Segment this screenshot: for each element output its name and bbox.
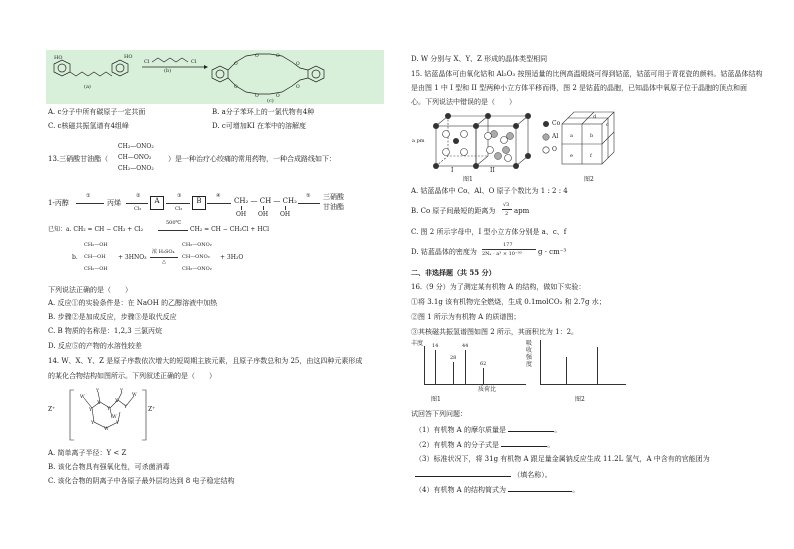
known-b-r2: CH—ONO₂	[182, 254, 210, 260]
cobalt-blue-fig2	[556, 108, 624, 174]
svg-text:Y: Y	[124, 405, 127, 410]
svg-text:Y: Y	[96, 389, 99, 394]
answer-2: （2）有机物 A 的分子式是	[415, 441, 499, 449]
route-step2-cond: Cl₂	[134, 206, 142, 212]
svg-text:Y: Y	[107, 407, 110, 412]
q12-option-c: C. c核磁共振氢谱有4组峰	[48, 122, 129, 130]
q13-stem-b: ）是一种治疗心绞痛的常用药物，一种合成路线如下：	[168, 155, 336, 163]
svg-text:W: W	[112, 415, 117, 420]
route-box-a: A	[150, 196, 164, 210]
molecule-a	[54, 60, 128, 76]
svg-text:W: W	[80, 395, 85, 400]
known-b-l2: CH—OH	[84, 254, 106, 260]
q14-structure	[60, 384, 170, 444]
ms-peak-44-label: 44	[462, 343, 469, 349]
known-b-l1: CH₂—OH	[84, 242, 108, 248]
route-start: 1-丙醇	[48, 199, 69, 207]
answer-1-blank[interactable]	[508, 425, 554, 432]
q14-stem-2: 的某化合物结构如图所示。下列叙述正确的是（ ）	[48, 372, 216, 380]
label-b: (b)	[164, 68, 172, 74]
q12-option-a: A. c分子中所有碳原子一定共面	[48, 108, 146, 116]
q13-struct-l2: CH—ONO₂	[118, 154, 152, 161]
route-propene: 丙烯	[107, 199, 121, 207]
svg-text:O: O	[255, 54, 259, 59]
q16-stem-2: ①将 3.1g 该有机物完全燃烧，生成 0.1molCO₂ 和 2.7g 水；	[411, 298, 606, 306]
q13-option-d: D. 反应⑤的产物的水溶性较差	[48, 342, 142, 350]
answer-2-line: （2）有机物 A 的分子式是 。	[415, 441, 555, 449]
svg-text:O: O	[276, 54, 280, 59]
reagent-cl-left: Cl	[144, 59, 150, 65]
section-two-title: 二、非选择题（共 55 分）	[411, 268, 496, 277]
svg-text:O: O	[255, 94, 259, 99]
route-step3-cond: Cl₂	[175, 206, 183, 212]
fig2-caption: 图2	[584, 176, 594, 183]
oh-label-2: HO	[124, 54, 133, 60]
q12-option-b: B. a分子苯环上的一氯代物有4种	[212, 108, 315, 116]
svg-text:Y: Y	[116, 421, 119, 426]
label-a: (a)	[84, 84, 91, 90]
ms-fig-caption: 图1	[431, 396, 441, 403]
nmr-fig-caption: 图2	[575, 396, 585, 403]
nmr-ylabel: 吸收强度	[526, 340, 533, 368]
ms-ylabel: 丰度	[411, 340, 424, 347]
svg-text:Y: Y	[91, 421, 94, 426]
q15-d-den: 2Nₐ · a³ × 10⁻³⁰	[482, 251, 522, 257]
q15-stem-1: 15. 钴蓝晶体可由氧化钴和 Al₂O₃ 按照适量的比例高温煅烧可得到钴蓝，钴蓝可用于青花瓷的颜料。钴蓝晶体结构	[411, 70, 763, 78]
route-step5: ⑤	[306, 193, 311, 199]
q16-stem-3: ②图 1 所示为有机物 A 的质谱图；	[411, 313, 521, 321]
svg-text:O: O	[234, 62, 238, 67]
q14-option-a: A. 简单离子半径：Y < Z	[48, 449, 127, 457]
svg-text:O: O	[296, 62, 300, 67]
svg-text:X: X	[97, 401, 101, 406]
legend-al: Al	[552, 133, 559, 140]
q15-stem-2: 是由图 1 中 I 型和 II 型两种小立方体平移而得，图 2 是钴蓝的晶胞，已知晶体中氧原子位于晶胞的顶点和面	[411, 84, 748, 92]
ms-peak-44	[465, 350, 466, 384]
ms-peak-62-label: 62	[480, 361, 487, 367]
molecule-c	[212, 54, 324, 94]
known-b-l3: CH₂—OH	[84, 266, 108, 272]
q13-struct-l3: CH₂—ONO₂	[118, 165, 154, 172]
known-b-cond: 浓 H₂SO₄	[152, 249, 175, 255]
known-b-r1: CH₂—ONO₂	[182, 242, 212, 248]
svg-text:Y: Y	[120, 389, 123, 394]
svg-text:Y: Y	[89, 408, 92, 413]
answer-1: （1）有机物 A 的摩尔质量是	[415, 426, 506, 434]
answer-1-line: （1）有机物 A 的摩尔质量是 。	[415, 426, 562, 434]
q15-d-num: 177	[503, 242, 513, 248]
answer-4-line: （4）有机物 A 的结构简式为 。	[415, 486, 580, 494]
known-a-left: 已知：a. CH₂ = CH − CH₃ + Cl₂	[48, 226, 144, 233]
ms-xlabel: 质荷比	[478, 386, 497, 393]
q15-d-unit: g · cm⁻³	[538, 248, 567, 256]
z-cation-right: Z⁺	[148, 406, 156, 413]
z-cation-left: Z⁺	[48, 406, 56, 413]
cell-b: b	[590, 133, 594, 139]
ms-peak-62	[483, 368, 484, 384]
route-step3: ③	[177, 193, 182, 199]
legend-co: Co	[552, 120, 561, 127]
q13-option-b: B. 步骤②是加成反应，步骤③是取代反应	[48, 313, 177, 321]
q14-option-d: D. W 分别与 X、Y、Z 形成的晶体类型相同	[411, 55, 548, 63]
svg-text:O: O	[296, 85, 300, 90]
q16-stem-4: ③其核磁共振氢谱图如图 2 所示，其面积比为 1：2。	[411, 328, 579, 336]
glycerol-oh3: OH	[280, 211, 291, 218]
answer-3-blank[interactable]	[415, 470, 511, 477]
q15-b-frac-num: √3	[503, 202, 510, 208]
svg-text:W: W	[104, 427, 109, 432]
q15-option-d: D. 钴蓝晶体的密度为	[411, 248, 477, 256]
route-product-1: 三硝酸	[323, 193, 344, 201]
answer-3b-line	[415, 470, 552, 480]
q16-stem-1: 16.（9 分）为了测定某有机物 A 的结构，做如下实验：	[411, 283, 586, 291]
known-b-r3: CH₂—ONO₂	[182, 266, 212, 272]
svg-text:X: X	[115, 399, 119, 404]
q12-reaction-scheme	[46, 50, 384, 104]
q14-option-c: C. 该化合物的阴离子中各原子最外层均达到 8 电子稳定结构	[48, 477, 235, 485]
ms-peak-28-label: 28	[450, 355, 457, 361]
answer-3b: （填名称）。	[513, 471, 552, 479]
q13-option-c: C. B 物质的名称是：1,2,3 三氯丙烷	[48, 327, 162, 335]
legend-o: O	[552, 146, 557, 153]
known-a-right: CH₂ = CH − CH₂Cl + HCl	[190, 226, 270, 233]
q14-stem-1: 14. W、X、Y、Z 是原子序数依次增大的短周期主族元素，且原子序数总和为 25，由这四种元素形成	[48, 357, 363, 365]
cell-e: e	[570, 153, 573, 159]
answer-2-blank[interactable]	[501, 440, 547, 447]
route-box-b: B	[192, 196, 206, 210]
nmr-peak-1	[566, 357, 567, 384]
fig1-label-i: I	[451, 167, 454, 174]
fig1-apm: a pm	[412, 138, 425, 144]
route-step4: ④	[216, 193, 221, 199]
reagent-cl-right: Cl	[191, 59, 197, 65]
q15-stem-3: 心。下列说法中错误的是（ ）	[411, 98, 516, 106]
known-a-cond: 500℃	[166, 220, 182, 226]
route-step2: ②	[136, 193, 141, 199]
route-product-2: 甘油酯	[323, 203, 344, 211]
glycerol-chain: CH₂ — CH — CH₂	[234, 197, 297, 205]
nmr-peak-2	[597, 347, 598, 384]
svg-text:W: W	[132, 393, 137, 398]
answer-4: （4）有机物 A 的结构简式为	[415, 486, 506, 494]
q13-struct-l1: CH₂—ONO₂	[118, 143, 154, 150]
q15-b-frac-den: 2	[505, 211, 509, 217]
known-b-mid: + 3HNO₃	[118, 254, 147, 261]
q15-option-a: A. 钴蓝晶体中 Co、Al、O 原子个数比为 1 : 2 : 4	[411, 187, 568, 195]
q13-stem-a: 13.三硝酸甘油酯（	[48, 155, 109, 163]
cell-a: a	[570, 133, 573, 139]
glycerol-oh2: OH	[258, 211, 269, 218]
known-b-label: b.	[72, 254, 78, 261]
answer-4-blank[interactable]	[508, 485, 572, 492]
ms-peak-14-label: 14	[432, 343, 439, 349]
svg-text:O: O	[234, 85, 238, 90]
ms-peak-28	[453, 362, 454, 384]
cell-c: c	[606, 122, 609, 128]
q13-option-a: A. 反应①的实验条件是：在 NaOH 的乙醇溶液中加热	[48, 299, 218, 307]
fig1-caption: 图1	[463, 176, 473, 183]
answer-intro: 试回答下列问题：	[411, 410, 467, 418]
glycerol-oh1: OH	[236, 211, 247, 218]
route-step1: ①	[86, 193, 91, 199]
ms-peak-14	[435, 350, 436, 384]
label-c: (c)	[267, 98, 274, 104]
q15-option-b: B. Co 原子间最短的距离为	[411, 207, 496, 215]
known-b-cond2: △	[162, 259, 166, 265]
known-b-water: + 3H₂O	[220, 254, 244, 261]
fig1-label-ii: II	[490, 167, 495, 174]
answer-3a: （3）标准状况下，将 31g 有机物 A 跟足量金属钠反应生成 11.2L 氢气，A 中含有的官能团为	[415, 455, 710, 463]
q13-question: 下列说法正确的是（ ）	[48, 286, 132, 294]
q14-option-b: B. 该化合物具有强氧化性，可杀菌消毒	[48, 463, 170, 471]
q15-b-unit: apm	[514, 207, 530, 215]
q15-option-c: C. 图 2 所示字母中，I 型小立方体分别是 a、c、f	[411, 228, 567, 236]
oh-label: HO	[54, 55, 63, 61]
svg-text:O: O	[276, 94, 280, 99]
cell-d: d	[593, 114, 597, 120]
cell-f: f	[590, 153, 592, 159]
q12-option-d: D. c可增加KI 在苯中的溶解度	[212, 122, 306, 130]
